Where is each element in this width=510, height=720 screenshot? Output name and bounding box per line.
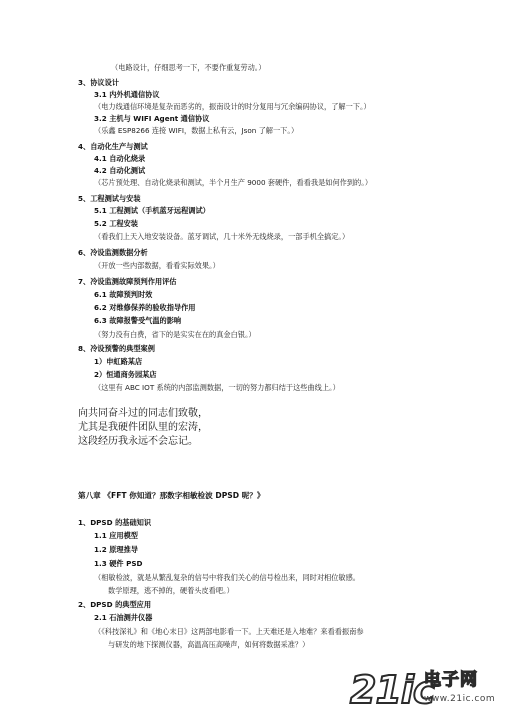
- section-5-title: 5、工程测试与安装: [78, 194, 141, 203]
- chapter-title: 第八章 《FFT 你知道？那数字相敏检波 DPSD 呢？》: [78, 491, 265, 500]
- chapter-section-1-3: 1.3 硬件 PSD: [94, 559, 143, 568]
- chapter-section-1-note-2: 数学原理，逃不掉的，硬着头皮看吧。）: [108, 586, 234, 595]
- section-4-title: 4、自动化生产与测试: [78, 142, 148, 151]
- section-8-title: 8、冷设预警的典型案例: [78, 344, 155, 353]
- section-6-note: （开放一些内部数据，看看实际效果。）: [94, 261, 220, 270]
- section-4-1: 4.1 自动化烧录: [94, 154, 146, 163]
- section-5-2: 5.2 工程安装: [94, 219, 138, 228]
- chapter-section-1-note-1: （相敏检波，就是从繁乱复杂的信号中将我们关心的信号检出来，同时对相位敏感。: [94, 573, 360, 582]
- chapter-section-1-1: 1.1 应用模型: [94, 531, 138, 540]
- section-6-title: 6、冷设监测数据分析: [78, 248, 148, 257]
- poem-line-2: 尤其是我硬件团队里的宏涛，: [78, 422, 208, 433]
- section-7-1: 6.1 故障预判时效: [94, 290, 153, 299]
- chapter-section-1-title: 1、DPSD 的基础知识: [78, 518, 152, 527]
- section-3-2-note: （乐鑫 ESP8266 连接 WIFI，数据上私有云，Json 了解一下。）: [94, 126, 299, 135]
- poem-line-1: 向共同奋斗过的同志们致敬，: [78, 408, 208, 419]
- section-3-title: 3、协议设计: [78, 78, 119, 87]
- chapter-section-1-2: 1.2 原理推导: [94, 545, 138, 554]
- site-watermark-logo: [350, 668, 502, 714]
- intro-note: （电路设计，仔细思考一下，不要作重复劳动。）: [111, 63, 266, 72]
- chapter-section-2-note-1: （《科技深礼》和《地心末日》这两部电影看一下。上天难还是入地难？来看看振南参: [94, 627, 364, 636]
- section-5-1: 5.1 工程测试（手机蓝牙远程调试）: [94, 206, 210, 215]
- section-7-note: （努力没有白费，省下的是实实在在的真金白银。）: [94, 330, 256, 339]
- poem-line-3: 这段经历我永远不会忘记。: [78, 436, 198, 447]
- chapter-section-2-1: 2.1 石油测井仪器: [94, 613, 153, 622]
- watermark-url: www.21ic.com: [424, 694, 496, 704]
- section-7-title: 7、冷设监测故障预判作用评估: [78, 277, 177, 286]
- section-3-1-note: （电力线通信环境是复杂而恶劣的，振南设计的时分复用与冗余编码协议，了解一下。）: [94, 102, 371, 111]
- section-3-1: 3.1 内外机通信协议: [94, 90, 160, 99]
- section-8-note: （这里有 ABC IOT 系统的内部监测数据，一切的努力都归结于这些曲线上。）: [94, 383, 340, 392]
- section-8-case-2: 2）恒通商务园某店: [94, 370, 157, 379]
- watermark-logo-text: 21ic: [350, 668, 435, 712]
- section-7-3: 6.3 故障报警受气温的影响: [94, 316, 182, 325]
- section-5-note: （看我们上天入地安装设备。蓝牙调试，几十米外无线烧录，一部手机全搞定。）: [94, 232, 350, 241]
- chapter-section-2-title: 2、DPSD 的典型应用: [78, 600, 152, 609]
- section-7-2: 6.2 对维修保养的验收指导作用: [94, 303, 196, 312]
- chapter-section-2-note-2: 与研发的地下探测仪器，高温高压高噪声，如何将数据采准？）: [108, 640, 310, 649]
- section-3-2: 3.2 主机与 WIFI Agent 通信协议: [94, 114, 210, 123]
- section-8-case-1: 1）申虹路某店: [94, 357, 143, 366]
- watermark-cn-text: 电子网: [424, 670, 478, 690]
- section-4-2: 4.2 自动化测试: [94, 166, 146, 175]
- section-4-note: （芯片预处理、自动化烧录和测试，半个月生产 9000 套硬件，看看我是如何作到的。）: [94, 178, 373, 187]
